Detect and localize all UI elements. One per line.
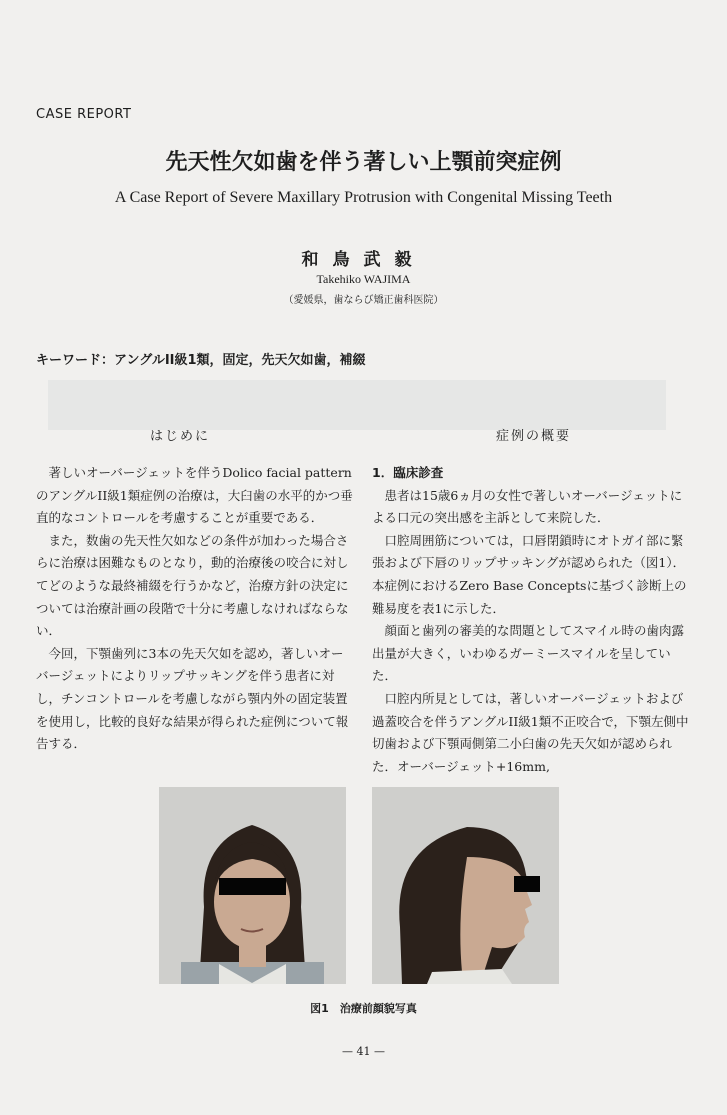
page-number: — 41 — (342, 1045, 385, 1058)
overview-paragraph-2: 口腔周囲筋については，口唇閉鎖時にオトガイ部に緊張および下唇のリップサッキングが認められた（図1）．本症例におけるZero Base Conceptsに基づく診断上の難易度を表1に示した． (372, 532, 687, 616)
show-through-text (240, 62, 432, 79)
clinical-exam-heading: 1．臨床診査 (372, 465, 444, 480)
article-title-english: A Case Report of Severe Maxillary Protrusion with Congenital Missing Teeth (114, 189, 613, 206)
profile-face-photo (372, 787, 559, 984)
intro-paragraph-2: また，数歯の先天性欠如などの条件が加わった場合さらに治療は困難なものとなり，動的治療後の咬合に対してどのような最終補綴を行うかなど，治療方針の決定については治療計画の段階で十分に考慮しなければならない． (36, 532, 349, 639)
overview-paragraph-3: 顔面と歯列の審美的な問題としてスマイル時の歯肉露出量が大きく，いわゆるガーミースマイルを呈していた． (372, 623, 685, 684)
author-affiliation: （愛媛県，歯ならび矯正歯科医院） (283, 295, 444, 306)
overview-heading: 症例の概要 (496, 429, 572, 444)
show-through-shade (48, 380, 666, 430)
figure-caption: 図1 治療前顔貌写真 (310, 1002, 417, 1015)
overview-column (372, 462, 690, 778)
intro-heading: はじめに (150, 429, 211, 444)
author-name-english: Takehiko WAJIMA (316, 272, 411, 286)
intro-column (36, 462, 354, 756)
keywords: キーワード：アングルII級1類，固定，先天欠如歯，補綴 (36, 353, 366, 368)
frontal-face-photo (159, 787, 346, 984)
intro-paragraph-1: 著しいオーバージェットを伴うDolico facial patternのアングルII級1類症例の治療は，大臼歯の水平的かつ垂直的なコントロールを考慮することが重要である． (36, 465, 353, 526)
author-name-japanese: 和鳥武毅 (301, 250, 426, 270)
section-label: CASE REPORT (36, 107, 132, 122)
overview-paragraph-1: 患者は15歳6ヵ月の女性で著しいオーバージェットによる口元の突出感を主訴として来院した． (372, 487, 683, 526)
article-title-japanese: 先天性欠如歯を伴う著しい上顎前突症例 (165, 150, 562, 175)
overview-paragraph-4: 口腔内所見としては，著しいオーバージェットおよび過蓋咬合を伴うアングルII級1類不正咬合で，下顎左側中切歯および下顎両側第二小臼歯の先天欠如が認められた．オーバージェット+16mm, (372, 690, 689, 774)
intro-paragraph-3: 今回，下顎歯列に3本の先天欠如を認め，著しいオーバージェットによりリップサッキングを伴う患者に対し，チンコントロールを考慮しながら顎内外の固定装置を使用し，比較的良好な結果が得られた症例について報告する． (36, 645, 349, 752)
